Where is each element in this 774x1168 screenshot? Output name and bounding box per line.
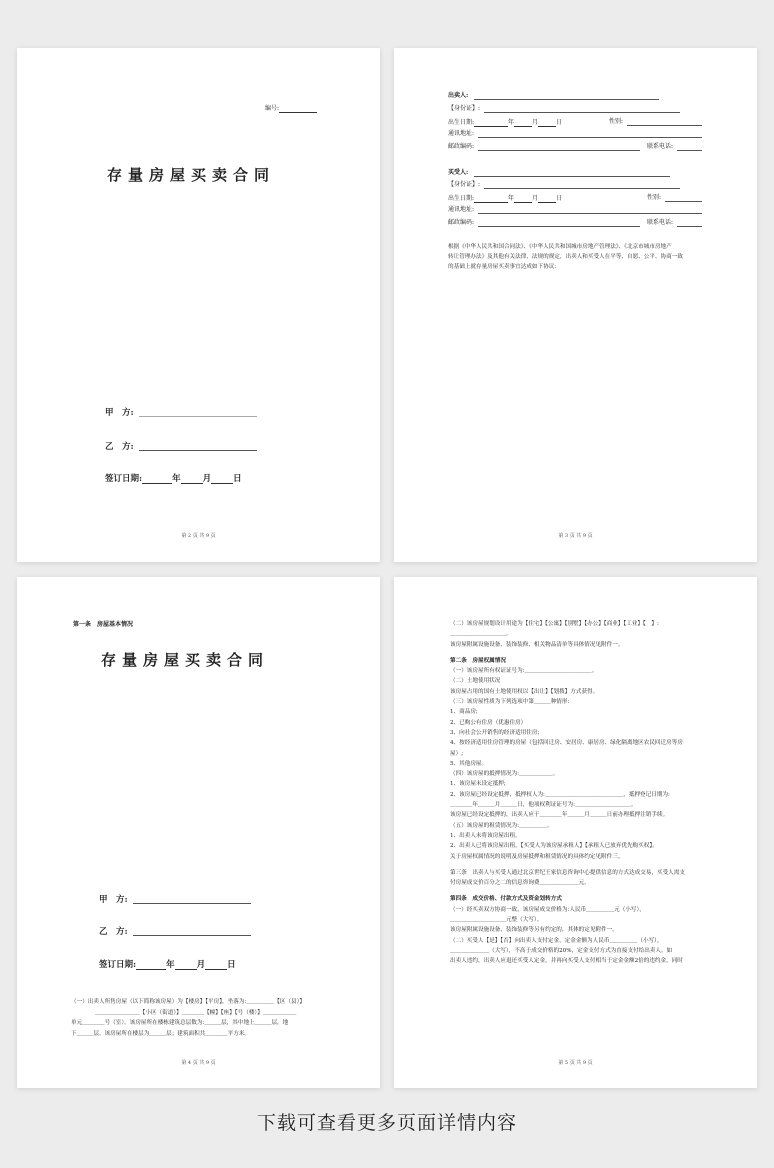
sign-date-field: 签订日期: 年 月 日 [99,960,236,970]
terms-line: 2、该房屋已经设定抵押，抵押权人为:＿＿＿＿＿＿＿＿＿＿＿＿＿＿，抵押登记日期为: [450,791,670,798]
property-description-paragraph: （一）出卖人所售房屋（以下简称该房屋）为【楼房】【平房】，坐落为:＿＿＿＿＿【区（县）】 ＿＿＿＿＿＿＿＿【小区（街道）】＿＿＿＿【幢】【座】【号（楼）】＿＿＿＿＿＿ 单元＿＿＿＿号（室）。该房屋所在楼栋建筑总层数为:＿＿＿层，其中地上＿＿＿层，地 下＿＿＿层。该房屋所在楼层为＿＿＿层；建筑面积共＿＿＿＿平方米。 [71,999,306,1037]
article-one-heading: 第一条 房屋基本情况 [73,621,134,628]
buyer-gender-label: 性别: [647,194,662,201]
terms-line: 4、按经济适用住房管理的房屋（包括回迁房、安居房、康居房、绿化隔离地区农民回迁房等房 [450,740,683,747]
terms-line: 出卖人违约，出卖人应退还买受人定金，并再向买受人支付相当于定金金额2倍的违约金，同时 [450,958,683,965]
buyer-birth-field: 出生日期: 年 月 日 [448,195,563,202]
terms-line: ＿＿＿＿＿＿＿＿＿＿。 [450,631,512,638]
terms-line: ＿＿＿＿＿＿＿（大写），不高于成交价格的20%，定金支付方式为直接支付给出卖人。如 [450,947,673,954]
party-a-line [133,903,251,904]
seller-postcode-label: 邮政编码: [448,143,475,150]
contract-cover-page [17,48,380,562]
party-a-label: 甲 方: [105,408,134,418]
party-b-label: 乙 方: [105,442,134,452]
terms-line: ＿＿＿＿＿＿＿＿＿＿元整（大写）。 [450,917,543,924]
terms-line: 1、出卖人未将该房屋出租。 [450,832,521,839]
terms-line: （一）经买卖双方协商一致，该房屋成交价格为:人民币＿＿＿＿＿元（小写）， [450,906,645,913]
party-b-line [139,450,257,451]
terms-paragraphs [450,619,685,967]
terms-line: 该房屋占用的国有土地使用权以【出让】【划拨】方式获得。 [450,688,599,695]
download-more-caption: 下载可查看更多页面详情内容 [256,1112,517,1134]
terms-line: （一）该房屋所有权证证号为:＿＿＿＿＿＿＿＿＿＿＿＿。 [450,668,598,675]
terms-line: 关于房屋权属情况的说明及房屋抵押和租赁情况的具体约定见附件三。 [450,853,624,860]
buyer-address-label: 通讯地址: [448,206,475,213]
seller-birth-field: 出生日期: 年 月 日 [448,119,563,126]
terms-line: （三）该房屋性质为下列选项中第＿＿＿种情形: [450,699,570,706]
terms-line: 2、出卖人已将该房屋出租，【买受人为该房屋承租人】【承租人已放弃优先购买权】。 [450,843,658,850]
contract-number-field [265,104,317,113]
buyer-label: 买受人: [448,169,469,176]
buyer-id-label: 【身份证】: [448,181,481,188]
party-info-page [394,48,757,562]
terms-line: 1、商品房; [450,709,478,716]
terms-line: 第二条 房屋权属情况 [450,657,506,664]
terms-line: 3、向社会公开销售的经济适用住房; [450,729,540,736]
party-a-label: 甲 方: [99,895,128,905]
page-number: 第 3 页 共 9 页 [558,533,593,539]
terms-line: （二）该房屋规划设计用途为【住宅】【公寓】【别墅】【办公】【商业】【工业】【 】: [450,621,659,627]
terms-line: ＿＿＿＿年＿＿＿月＿＿＿日，他项权利证证号为:＿＿＿＿＿＿＿＿＿＿。 [450,802,637,809]
terms-line: （五）该房屋的租赁情况为:＿＿＿＿＿。 [450,822,553,829]
terms-line: 5、其他房屋。 [450,760,488,767]
page-number: 第 2 页 共 9 页 [181,533,216,539]
seller-address-label: 通讯地址: [448,130,475,137]
terms-line: 屋）; [450,750,464,757]
seller-phone-label: 联系电话: [647,143,674,150]
buyer-phone-label: 联系电话: [647,219,674,226]
terms-line: （四）该房屋的抵押情况为:＿＿＿＿＿＿。 [450,771,559,778]
party-b-label: 乙 方: [99,927,128,937]
contract-cover-page-2 [17,577,380,1088]
terms-line: （二）买受人【是】【否】向出卖人支付定金，定金金额为人民币＿＿＿＿＿（小写）， [450,937,663,944]
terms-line: 1、该房屋未设定抵押; [450,781,506,788]
buyer-postcode-label: 邮政编码: [448,219,475,226]
party-a-line [139,416,257,417]
seller-label: 出卖人: [448,92,469,99]
page-number: 第 5 页 共 9 页 [558,1060,593,1066]
contract-intro-paragraph: 根据《中华人民共和国合同法》、《中华人民共和国城市房地产管理法》、《北京市城市房地产 转让管理办法》及其他有关法律、法规的规定，出卖人和买受人在平等、自愿、公平、协商一致 的基础上就存量房屋买卖事宜达成如下协议: [448,244,683,270]
contract-number-label: 编号: [265,105,280,112]
terms-line: 该房屋已经设定抵押的，出卖人应于＿＿＿＿年＿＿＿月＿＿＿日前办理抵押注销手续。 [450,812,669,819]
property-terms-page [394,577,757,1088]
terms-line: （二）土地使用状况 [450,678,501,685]
terms-line: 该房屋附属设施设备、装饰装修、相关物品清单等具体情况见附件一。 [450,641,624,648]
terms-line: 该房屋附属设施设备、装饰装修等另有约定的，其体的定见附件一。 [450,927,618,934]
terms-line: 第三条 出卖人与买受人通过北京世纪王家信息咨询中心提供信息的方式达成交易，买受人需支 [450,869,685,876]
terms-line: 2、已购公有住房（优惠住房） [450,719,527,726]
seller-gender-label: 性别: [609,118,624,125]
page-number: 第 4 页 共 9 页 [181,1060,216,1066]
terms-line: 第四条 成交价格、付款方式及资金划转方式 [450,896,562,903]
sign-date-label: 签订日期: [105,474,143,484]
terms-line: 付房屋成交价百分之二的信息咨询费＿＿＿＿＿＿＿元。 [450,880,590,887]
party-b-line [133,935,251,936]
contract-title: 存量房屋买卖合同 [107,166,276,184]
sign-date-field: 签订日期: 年 月 日 [105,474,242,484]
contract-title: 存量房屋买卖合同 [101,651,270,669]
seller-id-label: 【身份证】: [448,105,481,112]
contract-number-line [279,104,317,113]
